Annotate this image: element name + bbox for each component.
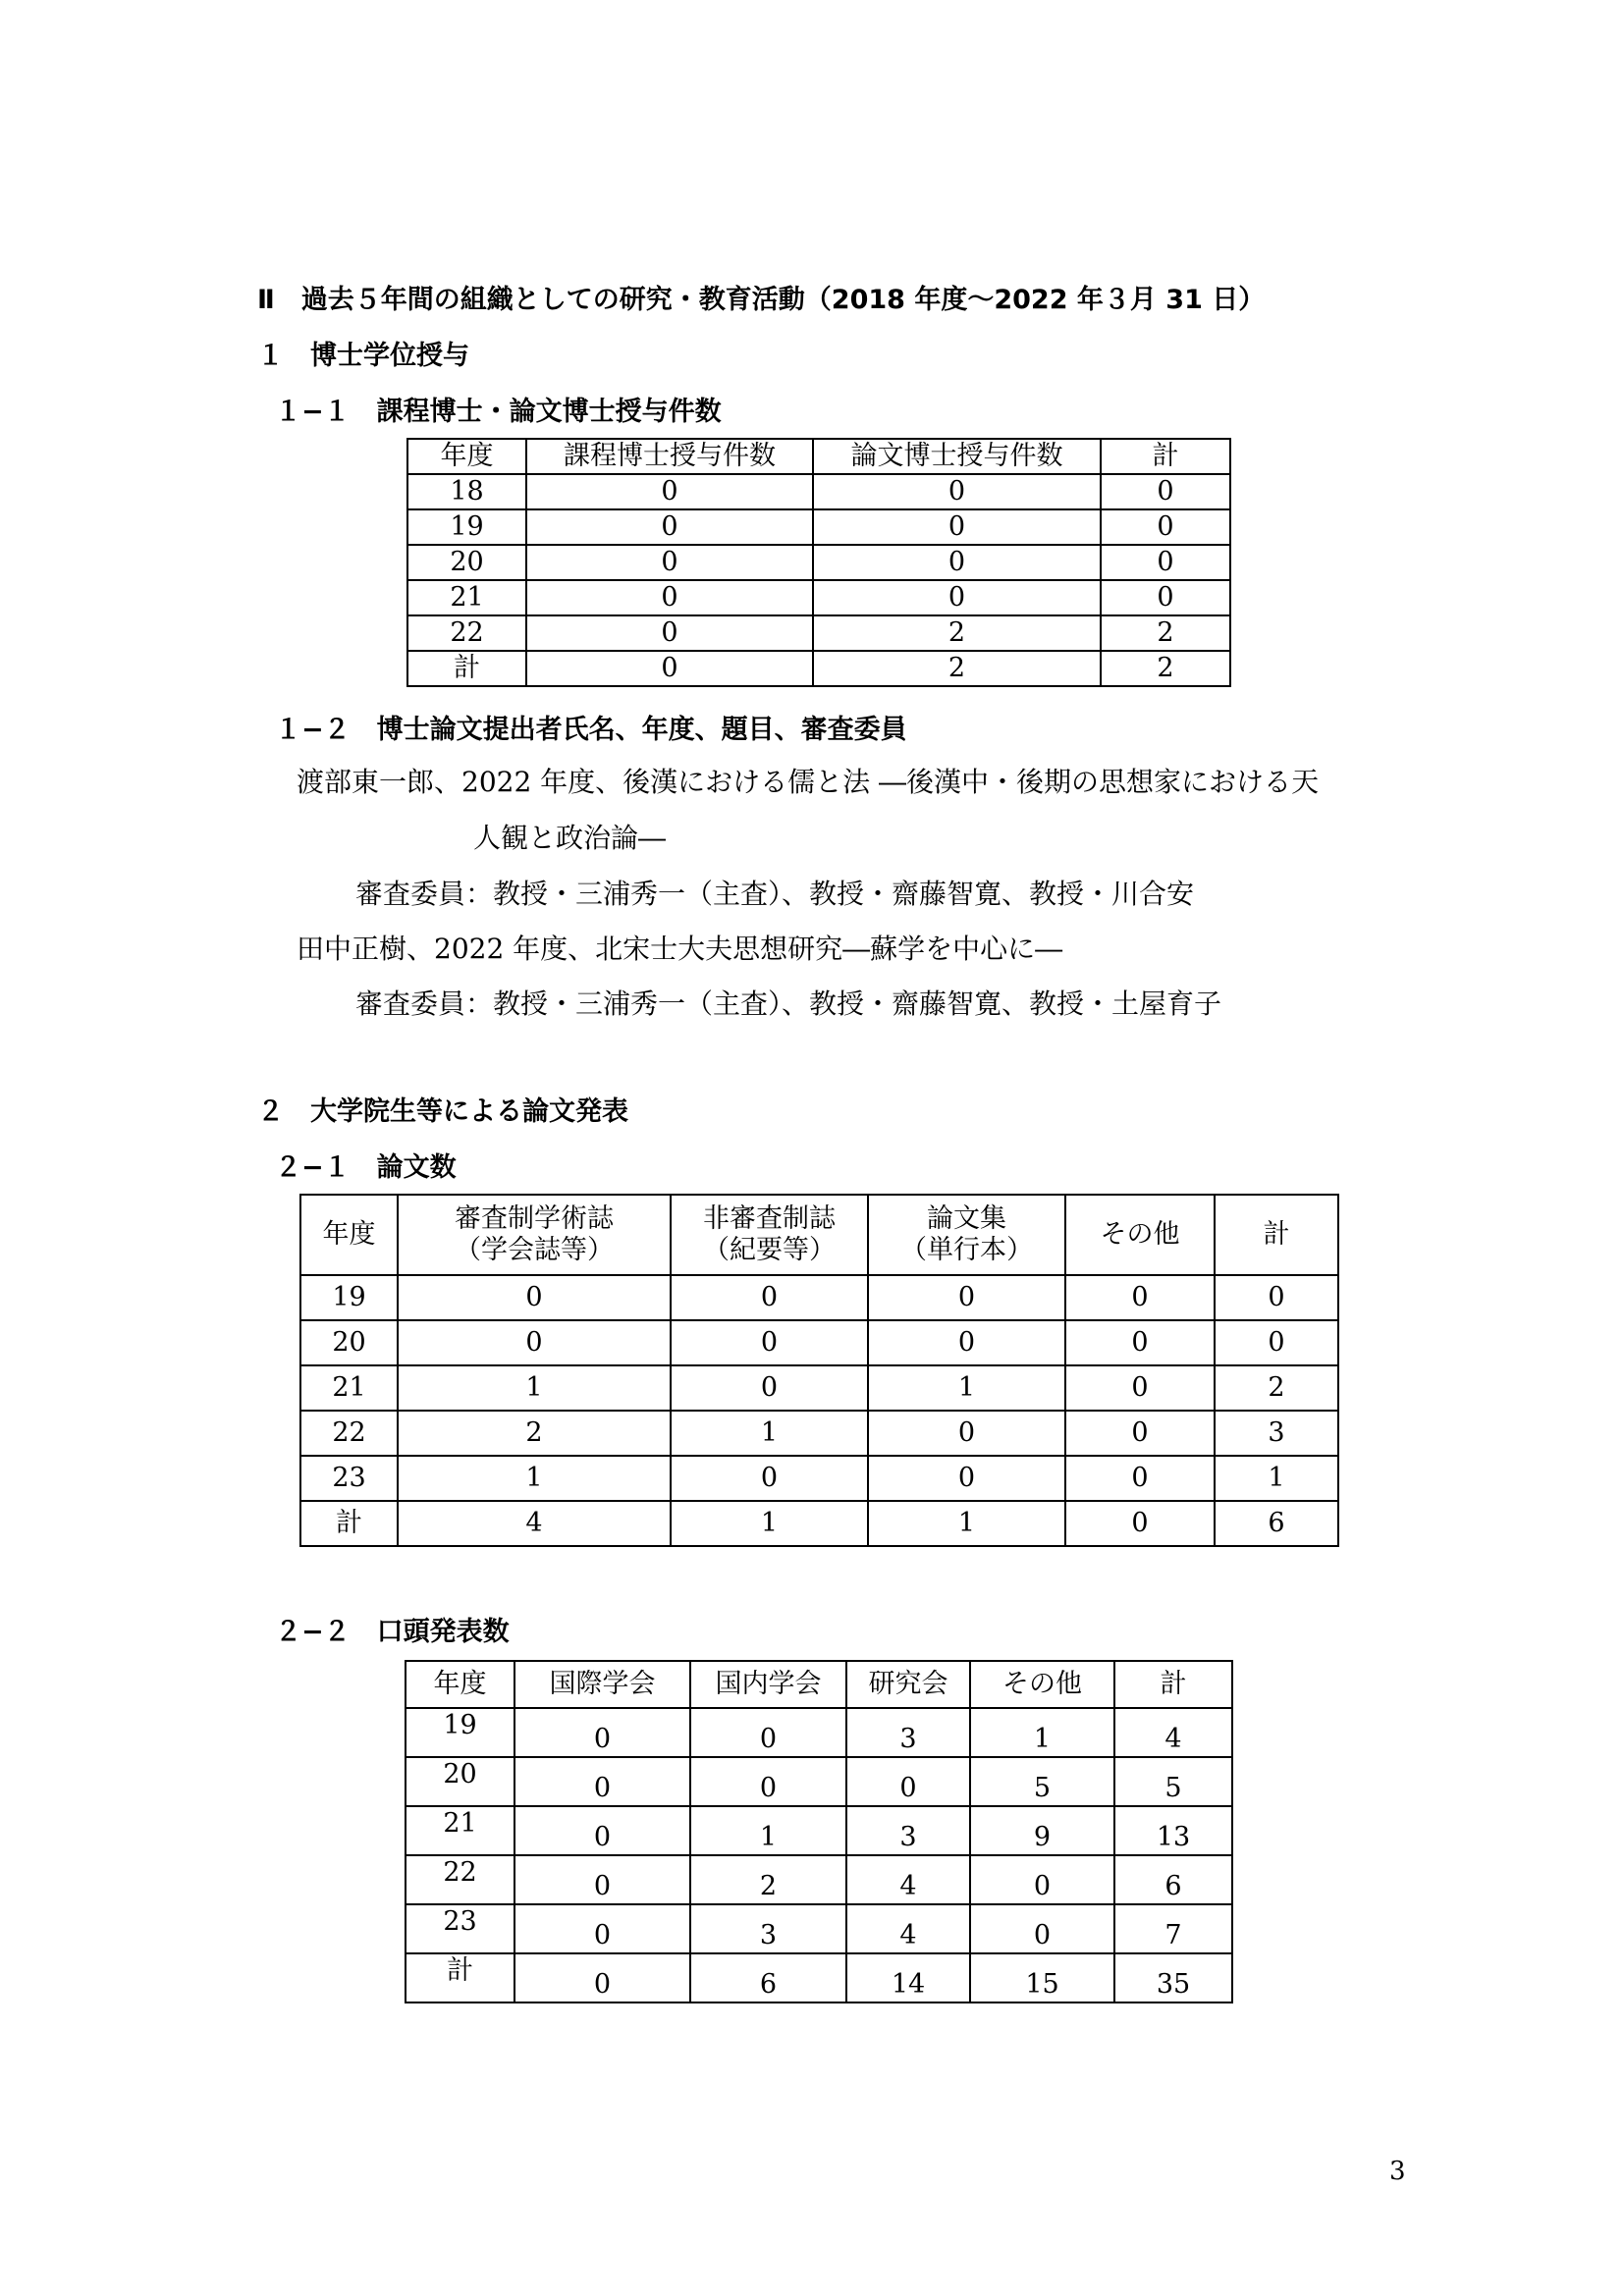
- header-other: その他: [1065, 1195, 1215, 1275]
- count-cell: 1: [398, 1456, 671, 1501]
- count-cell: 0: [514, 1904, 690, 1953]
- count-cell: 0: [868, 1320, 1065, 1365]
- count-cell: 0: [970, 1904, 1114, 1953]
- count-cell: 0: [1065, 1365, 1215, 1411]
- count-cell: 0: [1065, 1456, 1215, 1501]
- count-cell: 0: [526, 509, 813, 545]
- count-cell: 1: [671, 1501, 868, 1546]
- count-cell: 5: [970, 1757, 1114, 1806]
- count-cell: 0: [690, 1708, 846, 1757]
- table-row: [407, 580, 1230, 615]
- count-cell: 9: [970, 1806, 1114, 1855]
- header-year: 年度: [407, 439, 526, 474]
- count-cell: 4: [398, 1501, 671, 1546]
- count-cell: 0: [671, 1365, 868, 1411]
- count-cell: 14: [846, 1953, 970, 2002]
- year-cell: 計: [300, 1501, 398, 1546]
- table-row: [407, 615, 1230, 651]
- header-domestic: 国内学会: [690, 1661, 846, 1708]
- count-cell: 2: [1101, 615, 1230, 651]
- table-row: [406, 1708, 1232, 1757]
- count-cell: 0: [398, 1320, 671, 1365]
- count-cell: 0: [813, 580, 1101, 615]
- year-cell: 計: [406, 1953, 514, 2002]
- count-cell: 2: [813, 651, 1101, 686]
- count-cell: 0: [671, 1275, 868, 1320]
- table-row: [300, 1320, 1338, 1365]
- year-cell: 22: [406, 1855, 514, 1904]
- count-cell: 0: [1215, 1320, 1338, 1365]
- count-cell: 0: [1065, 1411, 1215, 1456]
- header-collection: 論文集 （単行本）: [868, 1195, 1065, 1275]
- count-cell: 4: [846, 1904, 970, 1953]
- count-cell: 0: [1101, 509, 1230, 545]
- header-international: 国際学会: [514, 1661, 690, 1708]
- count-cell: 0: [526, 651, 813, 686]
- year-cell: 20: [407, 545, 526, 580]
- count-cell: 0: [970, 1855, 1114, 1904]
- count-cell: 0: [1065, 1320, 1215, 1365]
- count-cell: 1: [690, 1806, 846, 1855]
- header-total: 計: [1101, 439, 1230, 474]
- table-row: [300, 1275, 1338, 1320]
- table-row: [407, 651, 1230, 686]
- count-cell: 0: [671, 1456, 868, 1501]
- count-cell: 0: [1101, 545, 1230, 580]
- count-cell: 3: [846, 1708, 970, 1757]
- table-row: [300, 1456, 1338, 1501]
- count-cell: 1: [398, 1365, 671, 1411]
- count-cell: 6: [690, 1953, 846, 2002]
- count-cell: 2: [398, 1411, 671, 1456]
- count-cell: 0: [526, 580, 813, 615]
- year-cell: 19: [406, 1708, 514, 1757]
- header-peer-reviewed: 審査制学術誌 （学会誌等）: [398, 1195, 671, 1275]
- header-course-doctorate: 課程博士授与件数: [526, 439, 813, 474]
- header-total: 計: [1114, 1661, 1232, 1708]
- count-cell: 0: [690, 1757, 846, 1806]
- count-cell: 0: [514, 1806, 690, 1855]
- count-cell: 0: [813, 474, 1101, 509]
- count-cell: 0: [813, 545, 1101, 580]
- year-cell: 18: [407, 474, 526, 509]
- count-cell: 1: [868, 1501, 1065, 1546]
- header-non-peer-reviewed: 非審査制誌 （紀要等）: [671, 1195, 868, 1275]
- count-cell: 1: [671, 1411, 868, 1456]
- dissertation-entry-2-line1: 田中正樹、2022 年度、北宋士大夫思想研究―蘇学を中心に―: [297, 933, 1063, 965]
- count-cell: 0: [526, 474, 813, 509]
- subsection-heading-2-1: ２−１ 論文数: [275, 1152, 457, 1183]
- count-cell: 0: [398, 1275, 671, 1320]
- count-cell: 0: [1215, 1275, 1338, 1320]
- count-cell: 0: [846, 1757, 970, 1806]
- count-cell: 4: [1114, 1708, 1232, 1757]
- count-cell: 3: [690, 1904, 846, 1953]
- count-cell: 0: [514, 1757, 690, 1806]
- dissertation-entry-1-line1: 渡部東一郎、2022 年度、後漢における儒と法 ―後漢中・後期の思想家における天: [297, 766, 1320, 798]
- count-cell: 5: [1114, 1757, 1232, 1806]
- count-cell: 0: [813, 509, 1101, 545]
- table-header-row: [406, 1661, 1232, 1708]
- count-cell: 2: [813, 615, 1101, 651]
- table-row: [407, 509, 1230, 545]
- count-cell: 0: [1101, 474, 1230, 509]
- count-cell: 0: [868, 1275, 1065, 1320]
- header-other: その他: [970, 1661, 1114, 1708]
- count-cell: 0: [868, 1411, 1065, 1456]
- count-cell: 2: [690, 1855, 846, 1904]
- count-cell: 35: [1114, 1953, 1232, 2002]
- header-workshop: 研究会: [846, 1661, 970, 1708]
- count-cell: 15: [970, 1953, 1114, 2002]
- year-cell: 19: [407, 509, 526, 545]
- count-cell: 0: [526, 615, 813, 651]
- count-cell: 1: [868, 1365, 1065, 1411]
- year-cell: 22: [407, 615, 526, 651]
- table-row: [406, 1855, 1232, 1904]
- dissertation-entry-1-line2: 人観と政治論―: [473, 822, 667, 854]
- section-heading-2: ２ 大学院生等による論文発表: [257, 1096, 628, 1127]
- count-cell: 3: [1215, 1411, 1338, 1456]
- count-cell: 0: [868, 1456, 1065, 1501]
- count-cell: 0: [1101, 580, 1230, 615]
- count-cell: 6: [1114, 1855, 1232, 1904]
- count-cell: 0: [514, 1708, 690, 1757]
- paper-count-table: [299, 1194, 1339, 1547]
- degree-count-table: [406, 438, 1231, 687]
- count-cell: 1: [970, 1708, 1114, 1757]
- year-cell: 19: [300, 1275, 398, 1320]
- table-row: [300, 1365, 1338, 1411]
- count-cell: 1: [1215, 1456, 1338, 1501]
- page-number: 3: [1389, 2157, 1406, 2186]
- year-cell: 20: [300, 1320, 398, 1365]
- count-cell: 13: [1114, 1806, 1232, 1855]
- year-cell: 21: [406, 1806, 514, 1855]
- count-cell: 2: [1215, 1365, 1338, 1411]
- table-row: [406, 1953, 1232, 2002]
- header-year: 年度: [300, 1195, 398, 1275]
- year-cell: 22: [300, 1411, 398, 1456]
- year-cell: 20: [406, 1757, 514, 1806]
- count-cell: 3: [846, 1806, 970, 1855]
- header-thesis-doctorate: 論文博士授与件数: [813, 439, 1101, 474]
- header-total: 計: [1215, 1195, 1338, 1275]
- subsection-heading-1-2: １−２ 博士論文提出者氏名、年度、題目、審査委員: [275, 715, 907, 745]
- table-row: [406, 1806, 1232, 1855]
- year-cell: 23: [406, 1904, 514, 1953]
- subsection-heading-1-1: １−１ 課程博士・論文博士授与件数: [275, 397, 722, 427]
- table-header-row: [407, 439, 1230, 474]
- year-cell: 計: [407, 651, 526, 686]
- count-cell: 0: [1065, 1275, 1215, 1320]
- dissertation-entry-1-committee: 審査委員：教授・三浦秀一（主査）、教授・齋藤智寛、教授・川合安: [355, 878, 1195, 910]
- oral-presentation-table: [405, 1660, 1233, 2003]
- table-row: [406, 1757, 1232, 1806]
- count-cell: 2: [1101, 651, 1230, 686]
- table-row: [407, 474, 1230, 509]
- year-cell: 23: [300, 1456, 398, 1501]
- count-cell: 0: [671, 1320, 868, 1365]
- table-row: [300, 1411, 1338, 1456]
- dissertation-entry-2-committee: 審査委員：教授・三浦秀一（主査）、教授・齋藤智寛、教授・土屋育子: [355, 988, 1222, 1020]
- table-row: [406, 1904, 1232, 1953]
- count-cell: 0: [514, 1855, 690, 1904]
- count-cell: 7: [1114, 1904, 1232, 1953]
- table-header-row: [300, 1195, 1338, 1275]
- subsection-heading-2-2: ２−２ 口頭発表数: [275, 1617, 510, 1647]
- section-heading-main: Ⅱ 過去５年間の組織としての研究・教育活動（2018 年度〜2022 年３月 31 日）: [257, 285, 1266, 315]
- count-cell: 6: [1215, 1501, 1338, 1546]
- section-heading-1: １ 博士学位授与: [257, 341, 469, 371]
- year-cell: 21: [407, 580, 526, 615]
- count-cell: 0: [526, 545, 813, 580]
- count-cell: 4: [846, 1855, 970, 1904]
- header-year: 年度: [406, 1661, 514, 1708]
- count-cell: 0: [1065, 1501, 1215, 1546]
- count-cell: 0: [514, 1953, 690, 2002]
- table-row: [407, 545, 1230, 580]
- year-cell: 21: [300, 1365, 398, 1411]
- table-row: [300, 1501, 1338, 1546]
